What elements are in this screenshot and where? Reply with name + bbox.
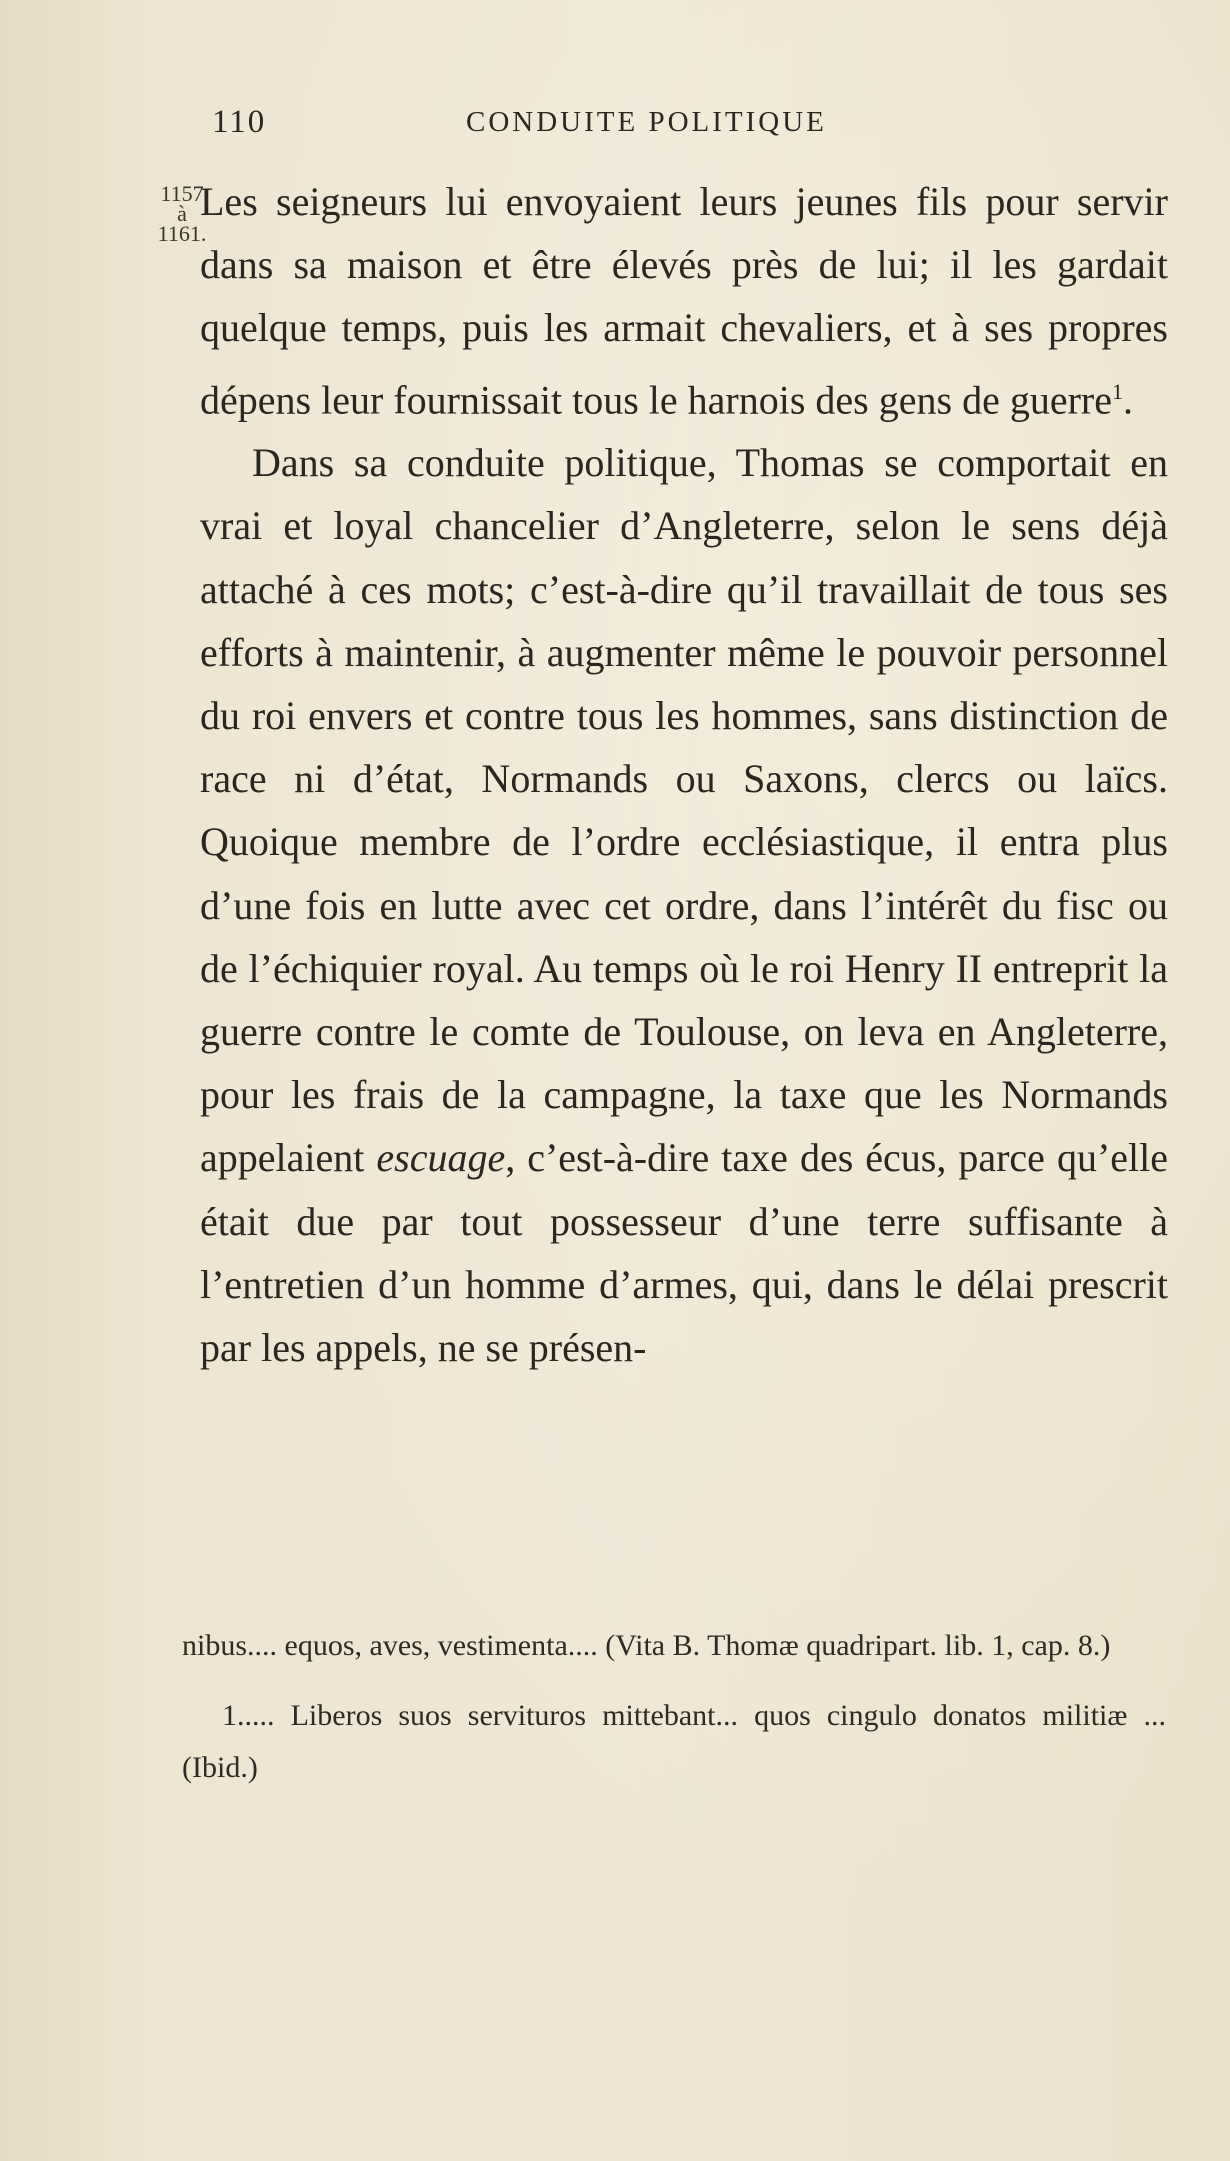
footnote-continuation: nibus.... equos, aves, vestimenta.... (Vita B. Thomæ quadripart. lib. 1, cap. 8.)	[182, 1629, 1111, 1662]
footnote-1: 1..... Liberos suos servituros mittebant... quos cingulo donatos militiæ ... (Ibid.)	[182, 1699, 1166, 1784]
running-title: CONDUITE POLITIQUE	[466, 106, 827, 138]
paragraph-1	[200, 170, 1168, 431]
escuage-term: escuage	[376, 1135, 506, 1181]
margin-date-separator: à	[177, 201, 187, 226]
footnotes	[182, 1620, 1166, 1794]
paragraph-1-end: .	[1122, 376, 1133, 422]
paragraph-2-text-b: , c’est-à-dire taxe des écus, parce qu’elle était due par tout possesseur d’une terre suffisante à l’entretien d’un homme d’armes, qui, dans le délai prescrit par les appels, ne se présen-	[200, 1135, 1168, 1370]
paragraph-2-text-a: Dans sa conduite politique, Thomas se comportait en vrai et loyal chancelier d’Angleterre, selon le sens déjà attaché à ces mots; c’est-à-dire qu’il travaillait de tous ses efforts à maintenir, à augmenter même le pouvoir personnel du roi envers et contre tous les hommes, sans distinction de race ni d’état, Normands ou Saxons, clercs ou laïcs. Quoique membre de l’ordre ecclésiastique, il entra plus d’une fois en lutte avec cet ordre, dans l’intérêt du fisc ou de l’échiquier royal. Au temps où le roi Henry II entreprit la guerre contre le comte de Toulouse, on leva en Angleterre, pour les frais de la campagne, la taxe que les Normands appelaient	[200, 440, 1168, 1181]
margin-date-start: 1157	[160, 181, 204, 206]
paragraph-1-text: Les seigneurs lui envoyaient leurs jeunes fils pour servir dans sa maison et être élevés près de lui; il les gardait quelque temps, puis les armait chevaliers, et à ses propres dépens leur fournissait tous le harnois des gens de guerre	[200, 179, 1168, 422]
margin-date-end: 1161.	[157, 221, 207, 246]
page-number: 110	[212, 104, 267, 140]
paragraph-2	[200, 431, 1168, 1379]
main-text	[200, 170, 1168, 1379]
running-head	[0, 104, 1230, 154]
footnote-ref-1: 1	[1111, 378, 1123, 404]
